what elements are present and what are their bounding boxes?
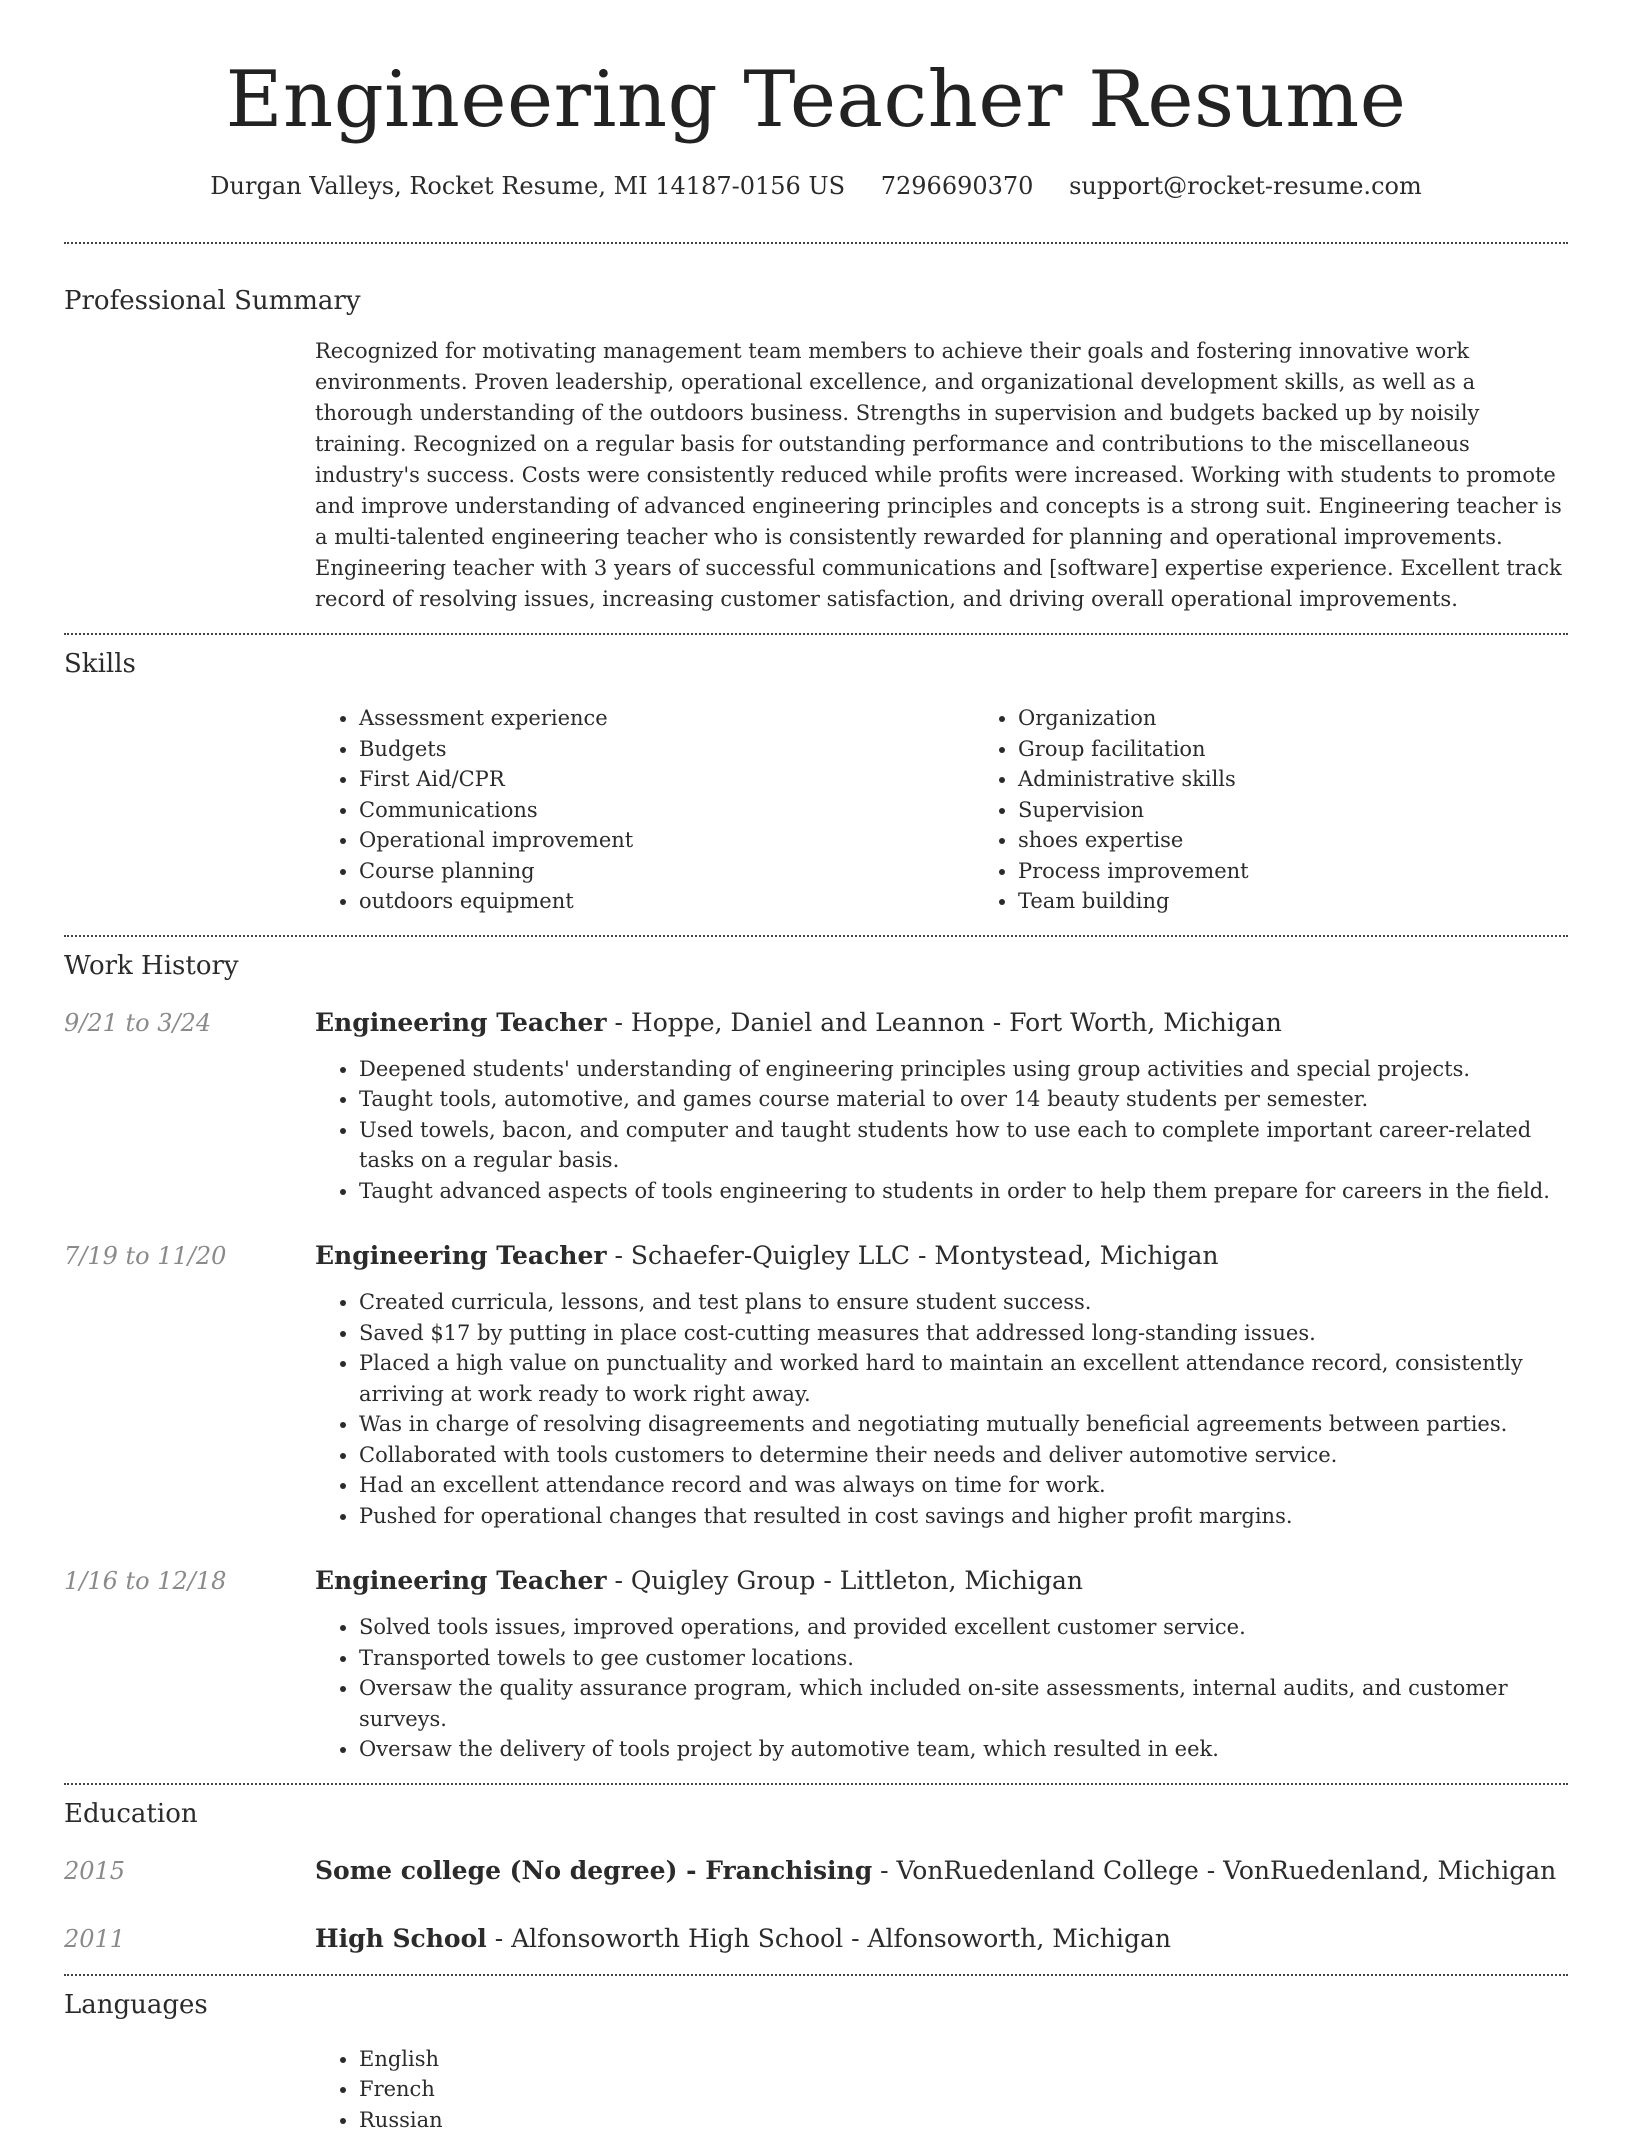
language-item: • Russian <box>359 2105 1568 2135</box>
summary-heading: Professional Summary <box>64 284 1568 318</box>
job-bullet: • Pushed for operational changes that resulted in cost savings and higher profit margins. <box>359 1501 1568 1532</box>
education-heading: Education <box>64 1797 1568 1831</box>
job-bullet: • Deepened students' understanding of engineering principles using group activities and special projects. <box>359 1054 1568 1085</box>
contact-line <box>64 170 1568 202</box>
job-details: - Quigley Group - Littleton, Michigan <box>607 1566 1084 1595</box>
job-dates: 7/19 to 11/20 <box>64 1239 315 1273</box>
skill-item: • Communications <box>359 795 974 826</box>
skill-item: • Operational improvement <box>359 825 974 856</box>
section-divider <box>64 935 1568 937</box>
job-bullet: • Oversaw the quality assurance program, which included on-site assessments, internal audits, and customer surveys. <box>359 1673 1568 1734</box>
job-title <box>315 1006 1568 1040</box>
job-entry <box>64 1006 1568 1207</box>
job-bullets <box>315 1054 1568 1207</box>
skill-item: • First Aid/CPR <box>359 764 974 795</box>
summary-section <box>64 336 1568 615</box>
address-text: Durgan Valleys, Rocket Resume, MI 14187-0156 US <box>210 172 845 200</box>
language-item: • English <box>359 2044 1568 2075</box>
education-details: - VonRuedenland College - VonRuedenland, Michigan <box>872 1856 1556 1885</box>
job-bullet: • Placed a high value on punctuality and worked hard to maintain an excellent attendance record, consistently arriving at work ready to work right away. <box>359 1348 1568 1409</box>
languages-list <box>315 2044 1568 2135</box>
skills-heading: Skills <box>64 647 1568 681</box>
education-title <box>315 1922 1568 1956</box>
job-bullet: • Taught advanced aspects of tools engineering to students in order to help them prepare for careers in the field. <box>359 1176 1568 1207</box>
job-dates: 9/21 to 3/24 <box>64 1006 315 1040</box>
phone-text: 7296690370 <box>881 172 1034 200</box>
job-bullet: • Collaborated with tools customers to determine their needs and deliver automotive service. <box>359 1440 1568 1471</box>
job-bullet: • Oversaw the delivery of tools project by automotive team, which resulted in eek. <box>359 1734 1568 1765</box>
summary-text: Recognized for motivating management team members to achieve their goals and fostering innovative work environments. Proven leadership, operational excellence, and organizational development skills, as well as a thorough understanding of the outdoors business. Strengths in supervision and budgets backed up by noisily training. Recognized on a regular basis for outstanding performance and contributions to the miscellaneous industry's success. Costs were consistently reduced while profits were increased. Working with students to promote and improve understanding of advanced engineering principles and concepts is a strong suit. Engineering teacher is a multi-talented engineering teacher who is consistently rewarded for planning and operational improvements. Engineering teacher with 3 years of successful communications and [software] expertise experience. Excellent track record of resolving issues, increasing customer satisfaction, and driving overall operational improvements. <box>315 336 1568 615</box>
job-bullets <box>315 1287 1568 1531</box>
job-bullet: • Used towels, bacon, and computer and taught students how to use each to complete important career-related tasks on a regular basis. <box>359 1115 1568 1176</box>
skill-item: • Administrative skills <box>1018 764 1632 795</box>
job-role: Engineering Teacher <box>315 1241 607 1270</box>
work-heading: Work History <box>64 949 1568 983</box>
email-text: support@rocket-resume.com <box>1069 172 1422 200</box>
skill-item: • Organization <box>1018 703 1632 734</box>
skill-item: • Course planning <box>359 856 974 887</box>
job-title <box>315 1239 1568 1273</box>
resume-page <box>64 0 1568 2135</box>
job-details: - Schaefer-Quigley LLC - Montystead, Michigan <box>607 1241 1219 1270</box>
resume-title: Engineering Teacher Resume <box>64 52 1568 148</box>
skill-item: • Assessment experience <box>359 703 974 734</box>
education-degree: Some college (No degree) - Franchising <box>315 1856 872 1885</box>
job-role: Engineering Teacher <box>315 1008 607 1037</box>
job-bullet: • Created curricula, lessons, and test plans to ensure student success. <box>359 1287 1568 1318</box>
skill-item: • shoes expertise <box>1018 825 1632 856</box>
skill-item: • Supervision <box>1018 795 1632 826</box>
job-bullet: • Transported towels to gee customer locations. <box>359 1643 1568 1674</box>
languages-heading: Languages <box>64 1988 1568 2022</box>
job-bullet: • Solved tools issues, improved operations, and provided excellent customer service. <box>359 1612 1568 1643</box>
job-title <box>315 1564 1568 1598</box>
job-entry <box>64 1564 1568 1765</box>
skill-item: • Team building <box>1018 886 1632 917</box>
education-title <box>315 1854 1568 1888</box>
job-bullets <box>315 1612 1568 1765</box>
skills-list-right <box>974 703 1632 917</box>
job-bullet: • Was in charge of resolving disagreements and negotiating mutually beneficial agreements between parties. <box>359 1409 1568 1440</box>
job-bullet: • Had an excellent attendance record and was always on time for work. <box>359 1470 1568 1501</box>
section-divider <box>64 1783 1568 1785</box>
education-entry <box>64 1854 1568 1888</box>
education-year: 2015 <box>64 1854 315 1888</box>
skills-section <box>64 703 1568 917</box>
skill-item: • Group facilitation <box>1018 734 1632 765</box>
section-divider <box>64 1974 1568 1976</box>
job-details: - Hoppe, Daniel and Leannon - Fort Worth, Michigan <box>607 1008 1282 1037</box>
education-entry <box>64 1922 1568 1956</box>
section-divider <box>64 242 1568 244</box>
languages-section <box>64 2044 1568 2135</box>
skill-item: • Budgets <box>359 734 974 765</box>
skill-item: • outdoors equipment <box>359 886 974 917</box>
education-details: - Alfonsoworth High School - Alfonsoworth, Michigan <box>487 1924 1171 1953</box>
job-dates: 1/16 to 12/18 <box>64 1564 315 1598</box>
job-bullet: • Taught tools, automotive, and games course material to over 14 beauty students per semester. <box>359 1084 1568 1115</box>
skill-item: • Process improvement <box>1018 856 1632 887</box>
section-divider <box>64 633 1568 635</box>
education-degree: High School <box>315 1924 487 1953</box>
education-year: 2011 <box>64 1922 315 1956</box>
job-role: Engineering Teacher <box>315 1566 607 1595</box>
job-bullet: • Saved $17 by putting in place cost-cutting measures that addressed long-standing issues. <box>359 1318 1568 1349</box>
language-item: • French <box>359 2074 1568 2105</box>
job-entry <box>64 1239 1568 1531</box>
skills-list-left <box>315 703 974 917</box>
